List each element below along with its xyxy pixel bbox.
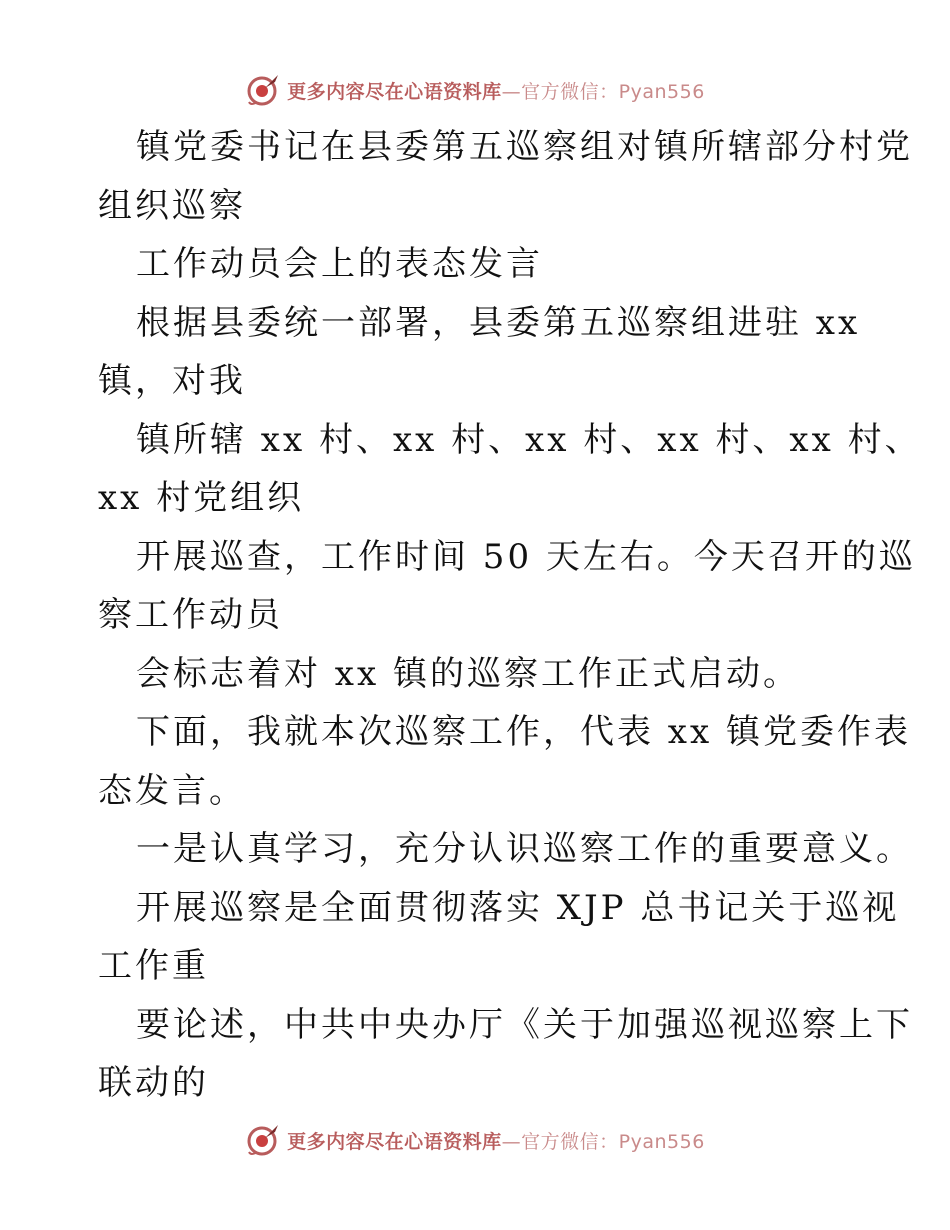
body-line: 组织巡察 (98, 185, 246, 226)
header-banner (0, 70, 950, 110)
body-line: 态发言。 (98, 770, 246, 811)
body-line: 察工作动员 (98, 595, 283, 635)
body-line: 要论述，中共中央办厅《关于加强巡视巡察上下 (136, 1004, 913, 1045)
footer-banner (0, 1120, 950, 1160)
body-line: 镇，对我 (98, 361, 246, 401)
body-line: 镇党委书记在县委第五巡察组对镇所辖部分村党 (136, 127, 913, 167)
quill-logo-icon (245, 72, 281, 108)
body-line: 开展巡察是全面贯彻落实 XJP 总书记关于巡视 (136, 887, 900, 928)
body-line: 镇所辖 xx 村、xx 村、xx 村、xx 村、xx 村、 (136, 419, 922, 460)
header-banner-contact: —官方微信：Pyan556 (501, 80, 705, 103)
footer-banner-contact: —官方微信：Pyan556 (501, 1130, 705, 1153)
body-line: 会标志着对 xx 镇的巡察工作正式启动。 (136, 653, 800, 694)
header-banner-main: 更多内容尽在心语资料库 (287, 80, 502, 103)
body-line: 工作动员会上的表态发言 (136, 244, 543, 284)
body-line: 根据县委统一部署，县委第五巡察组进驻 xx (136, 302, 861, 343)
footer-banner-text (287, 1127, 705, 1154)
body-line: 工作重 (98, 946, 209, 986)
body-line: 一是认真学习，充分认识巡察工作的重要意义。 (136, 829, 913, 869)
body-line: 联动的 (98, 1063, 209, 1103)
quill-logo-icon (245, 1122, 281, 1158)
body-line: 下面，我就本次巡察工作，代表 xx 镇党委作表 (136, 712, 911, 752)
header-banner-text (287, 77, 705, 104)
document-body (98, 118, 922, 1113)
body-line: 开展巡查，工作时间 50 天左右。今天召开的巡 (136, 536, 916, 577)
footer-banner-main: 更多内容尽在心语资料库 (287, 1130, 502, 1153)
body-line: xx 村党组织 (98, 478, 305, 518)
